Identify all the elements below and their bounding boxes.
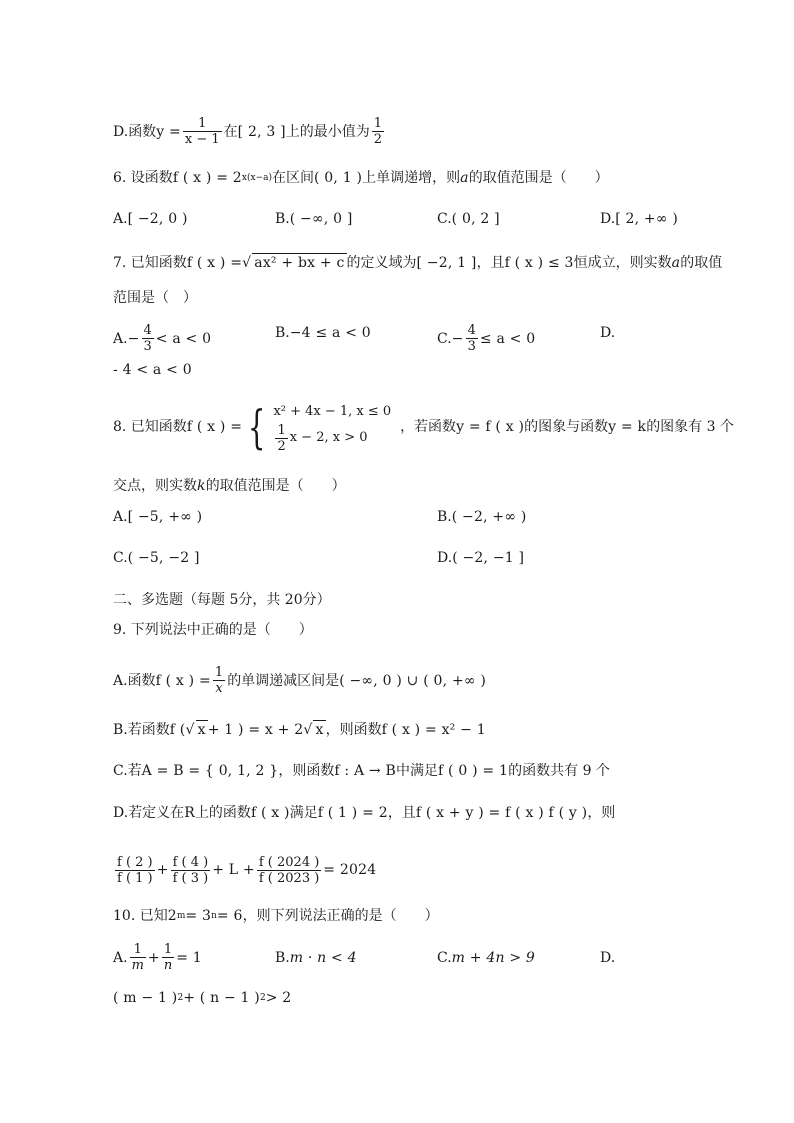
question-6: 6. 设函数 f ( x ) = 2 x(x−a) 在区间 ( 0, 1 ) 上单调递增，则 a 的取值范围是（ ）: [113, 170, 609, 186]
fraction: $\frac{1}{x}$: [214, 665, 224, 696]
case-2: x − 2, x > 0: [289, 430, 368, 445]
fraction: $\frac{f ( 2 )}{f ( 1 )}$: [117, 854, 153, 886]
question-7: [113, 253, 734, 272]
brace-icon: {: [248, 400, 266, 454]
section-heading: 二、多选题（每题 5分，共 20分）: [113, 592, 331, 608]
q10-option-d-value: ( m − 1 ) 2 + ( n − 1 ) 2 > 2: [113, 990, 292, 1006]
q9-option-d[interactable]: D. 若定义在 R 上的函数 f ( x ) 满足 f ( 1 ) = 2 ，且 f ( x + y ) = f ( x ) f ( y ) ，则: [113, 805, 616, 821]
math: f ( x ) = 2: [172, 170, 242, 186]
text: 在: [223, 123, 238, 140]
sqrt-symbol: √: [303, 721, 313, 738]
sqrt-symbol: √: [185, 721, 195, 738]
fraction: $\frac{4}{3}$: [143, 323, 152, 354]
q10-option-b[interactable]: B. m · n < 4: [275, 950, 357, 966]
q9-option-d-formula: $\frac{f ( 2 )}{f ( 1 )}$ + $\frac{f ( 4 )}{f ( 3 )}$ + L + $\frac{f ( 2024 )}{f ( 2023 )}$ = 2024: [117, 854, 377, 886]
fraction: $\frac{1}{2}$: [373, 116, 383, 147]
q9-option-a[interactable]: A. 函数 f ( x ) = $\frac{1}{x}$ 的单调递减区间是 ( −∞, 0 ) ∪ ( 0, +∞ ): [113, 665, 487, 696]
case-1: x² + 4x − 1, x ≤ 0: [273, 403, 392, 419]
q5-option-d[interactable]: [113, 116, 734, 147]
q7-option-c[interactable]: C. − $\frac{4}{3}$ ≤ a < 0: [437, 323, 536, 354]
question-8: [113, 400, 734, 454]
q6-option-c[interactable]: C. ( 0, 2 ]: [437, 211, 500, 227]
fraction: $\frac{4}{3}$: [467, 323, 476, 354]
option-label: D.: [113, 123, 129, 140]
text: 上单调递增，则: [362, 170, 461, 186]
text: 在区间: [272, 170, 314, 186]
text: 函数: [128, 123, 157, 140]
q7-option-d-value: - 4 < a < 0: [113, 362, 192, 378]
q7-option-d-label[interactable]: D.: [600, 325, 616, 341]
text: 6. 设函数: [113, 170, 173, 186]
q8-option-b[interactable]: B. ( −2, +∞ ): [437, 509, 527, 525]
fraction: $\frac{f ( 4 )}{f ( 3 )}$: [172, 854, 209, 886]
math: y = f ( x ): [456, 419, 525, 435]
fraction: $\frac{f ( 2024 )}{f ( 2023 )}$: [258, 854, 320, 886]
q6-option-a[interactable]: A. [ −2, 0 ): [113, 211, 188, 227]
text: 的图象有 3 个: [646, 419, 734, 435]
sqrt-symbol: √: [242, 254, 252, 271]
q8-option-d[interactable]: D. ( −2, −1 ]: [437, 550, 525, 566]
text: 的图象与函数: [524, 419, 609, 435]
text: ，且: [476, 254, 505, 271]
q9-option-c[interactable]: C. 若 A = B = { 0, 1, 2 } ，则函数 f : A → B 中满足 f ( 0 ) = 1 的函数共有 9 个: [113, 763, 610, 779]
q10-option-d-label[interactable]: D.: [600, 950, 616, 966]
q10-option-a[interactable]: A. $\frac{1}{m}$ + $\frac{1}{n}$ = 1: [113, 942, 202, 973]
text: 8. 已知函数: [113, 419, 187, 435]
fraction: $\frac{1}{n}$: [163, 942, 173, 973]
text: 恒成立，则实数: [573, 254, 672, 271]
sqrt-content: ax² + bx + c: [254, 255, 345, 271]
text: ，若函数: [400, 419, 457, 435]
fraction: $\frac{1}{m}$: [131, 942, 144, 973]
q7-option-a[interactable]: A. − $\frac{4}{3}$ < a < 0: [113, 323, 212, 354]
q6-option-b[interactable]: B. ( −∞, 0 ]: [275, 211, 353, 227]
text: 7. 已知函数: [113, 254, 187, 271]
text: 的取值: [680, 254, 723, 271]
question-7-line2: [113, 289, 734, 307]
text: 的取值范围是（ ）: [468, 170, 609, 186]
piecewise: [242, 401, 391, 454]
math: ( 0, 1 ): [314, 170, 363, 186]
math: f ( x ) ≤ 3: [504, 254, 574, 271]
text: 的定义域为: [346, 254, 417, 271]
fraction: $\frac{1}{x - 1}$: [184, 116, 220, 147]
math: a: [671, 254, 681, 271]
text: 上的最小值为: [285, 123, 370, 140]
math: [ 2, 3 ]: [237, 123, 286, 140]
question-9: 9. 下列说法中正确的是（ ）: [113, 622, 313, 638]
q8-option-a[interactable]: A. [ −5, +∞ ): [113, 509, 203, 525]
math: y =: [156, 123, 181, 140]
q10-option-c[interactable]: C. m + 4n > 9: [437, 950, 536, 966]
math: [ −2, 1 ]: [416, 254, 477, 271]
question-8-line2: 交点，则实数 k 的取值范围是（ ）: [113, 478, 346, 494]
math: f ( x ) =: [186, 254, 243, 271]
question-10: 10. 已知 2 m = 3 n = 6 ，则下列说法正确的是（ ）: [113, 908, 439, 924]
q7-option-b[interactable]: B. −4 ≤ a < 0: [275, 325, 371, 341]
text: 范围是（ ）: [113, 290, 197, 306]
math: a: [460, 170, 469, 186]
math: y = k: [608, 419, 647, 435]
q8-option-c[interactable]: C. ( −5, −2 ]: [113, 550, 200, 566]
q6-option-d[interactable]: D. [ 2, +∞ ): [600, 211, 679, 227]
q9-option-b[interactable]: B. 若函数 f ( √ x + 1 ) = x + 2 √ x ，则函数 f ( x ) = x² − 1: [113, 721, 486, 738]
math: f ( x ) =: [186, 419, 243, 435]
fraction: $\frac{1}{2}$: [277, 422, 286, 454]
